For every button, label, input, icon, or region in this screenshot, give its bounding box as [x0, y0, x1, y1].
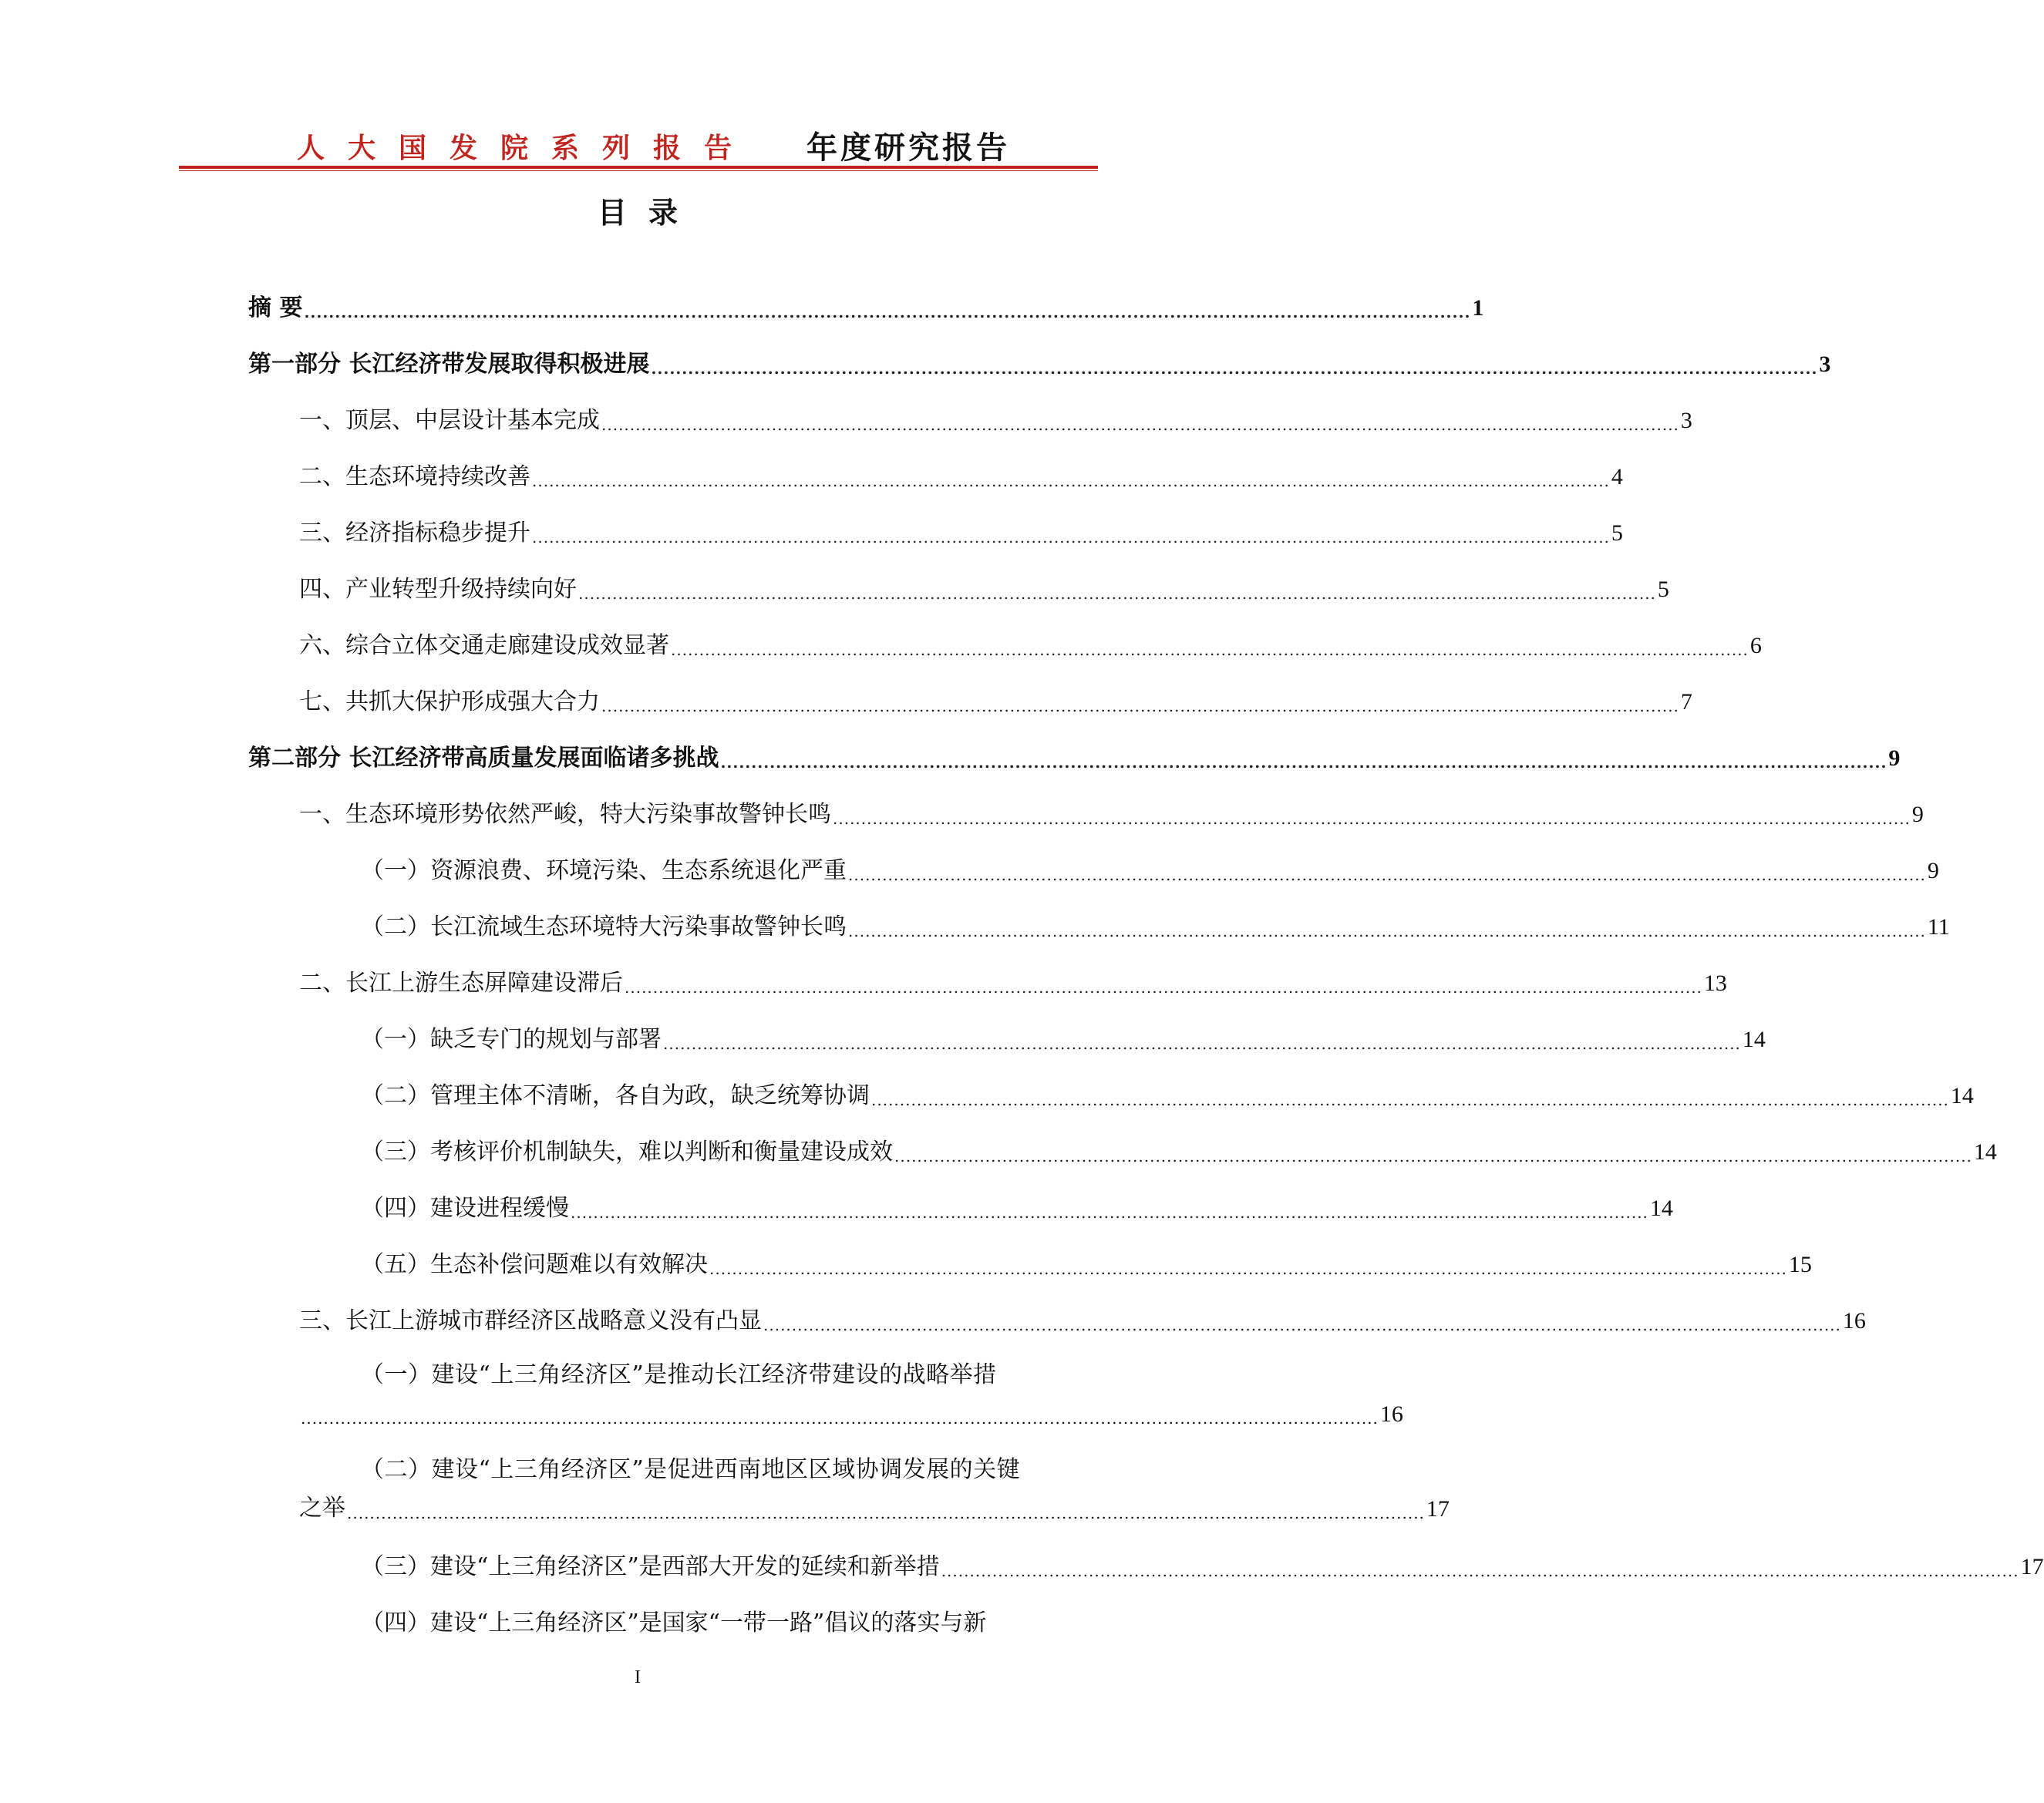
toc-entry[interactable] [248, 770, 1924, 828]
toc-entry-label: （一）资源浪费、环境污染、生态系统退化严重 [361, 857, 847, 884]
toc-entry[interactable] [248, 489, 1623, 547]
toc-entry[interactable] [248, 1522, 2044, 1580]
toc-entry-page: 17 [2020, 1554, 2044, 1579]
report-header [0, 122, 1275, 171]
toc-entry-page: 5 [1611, 520, 1623, 546]
toc-entry-page: 1 [1472, 295, 1484, 321]
dot-leader: .............................................................................................................................................................................................. [671, 641, 1749, 659]
toc-entry-page: 6 [1749, 633, 1762, 658]
dot-leader: .............................................................................................................................................................................................. [578, 584, 1656, 603]
toc-entry-leader-line [248, 1484, 1450, 1522]
toc-entry-page: 14 [1742, 1027, 1766, 1052]
toc-entry-page: 13 [1703, 970, 1727, 996]
toc-entry-label: 四、产业转型升级持续向好 [299, 576, 577, 603]
toc-entry-label: 七、共抓大保护形成强大合力 [299, 688, 600, 715]
toc-entry-label: （二）管理主体不清晰，各自为政，缺乏统筹协调 [361, 1082, 870, 1109]
toc-entry[interactable] [248, 376, 1692, 434]
toc-entry-label: （五）生态补偿问题难以有效解决 [361, 1251, 708, 1278]
toc-entry-leader-line [248, 1389, 1403, 1428]
toc-entry-page: 9 [1888, 745, 1901, 771]
toc-entry-page: 16 [1842, 1308, 1866, 1334]
toc-entry-label: 第一部分 长江经济带发展取得积极进展 [248, 351, 650, 378]
header-rule [179, 166, 1098, 169]
toc-entry-label: （三）建设“上三角经济区”是西部大开发的延续和新举措 [361, 1553, 940, 1580]
toc-entry[interactable] [248, 1220, 1812, 1278]
toc-entry[interactable] [248, 545, 1669, 603]
dot-leader: .............................................................................................................................................................................................. [571, 1203, 1648, 1222]
dot-leader: .............................................................................................................................................................................................. [941, 1562, 2019, 1580]
toc-entry-page: 9 [1927, 858, 1939, 883]
toc-entry-label: （二）建设“上三角经济区”是促进西南地区区域协调发展的关键 [361, 1456, 1021, 1483]
report-series-brand: 人大国发院系列报告 [297, 133, 756, 164]
toc-entry-label: （一）缺乏专门的规划与部署 [361, 1026, 662, 1053]
toc-entry-page: 4 [1611, 464, 1623, 489]
toc-entry-label: （四）建设进程缓慢 [361, 1195, 569, 1222]
dot-leader: .............................................................................................................................................................................................. [720, 753, 1887, 772]
dot-leader: .............................................................................................................................................................................................. [894, 1147, 1972, 1166]
dot-leader: .............................................................................................................................................................................................. [833, 809, 1911, 828]
dot-leader: .............................................................................................................................................................................................. [532, 472, 1610, 490]
dot-leader: .............................................................................................................................................................................................. [663, 1034, 1741, 1053]
toc-entry-label: 第二部分 长江经济带高质量发展面临诸多挑战 [248, 745, 719, 772]
toc-entry-page: 7 [1680, 689, 1692, 715]
toc-entry[interactable] [248, 1051, 1974, 1109]
toc-entry-label: 三、经济指标稳步提升 [299, 520, 530, 547]
toc-entry-page: 14 [1950, 1083, 1974, 1108]
toc-entry-label: （一）建设“上三角经济区”是推动长江经济带建设的战略举措 [361, 1361, 997, 1388]
toc-entry[interactable] [248, 432, 1623, 490]
toc-entry-label-continued: 之举 [299, 1495, 345, 1522]
dot-leader: .............................................................................................................................................................................................. [301, 1409, 1379, 1428]
toc-entry[interactable] [248, 714, 1901, 772]
toc-entry-page: 9 [1911, 802, 1924, 827]
toc-entry-page: 15 [1788, 1252, 1812, 1277]
toc-entry[interactable] [248, 826, 1939, 884]
toc-entry[interactable] [248, 1333, 1403, 1428]
dot-leader: .............................................................................................................................................................................................. [651, 359, 1818, 378]
toc-entry-label: 三、长江上游城市群经济区战略意义没有凸显 [299, 1307, 762, 1334]
toc-entry[interactable] [248, 658, 1692, 715]
toc-entry-label: （四）建设“上三角经济区”是国家“一带一路”倡议的落实与新 [361, 1610, 987, 1636]
dot-leader: .............................................................................................................................................................................................. [601, 415, 1679, 434]
dot-leader: .............................................................................................................................................................................................. [871, 1091, 1949, 1109]
toc-entry-page: 16 [1379, 1401, 1403, 1427]
report-type-title: 年度研究报告 [806, 130, 1010, 166]
toc-entry-label: 二、生态环境持续改善 [299, 463, 530, 490]
toc-title: 目录 [597, 195, 699, 230]
dot-leader: .............................................................................................................................................................................................. [848, 866, 1926, 884]
dot-leader: .............................................................................................................................................................................................. [709, 1260, 1787, 1278]
toc-entry[interactable] [248, 1108, 1997, 1166]
dot-leader: .............................................................................................................................................................................................. [304, 303, 1471, 321]
toc-entry[interactable] [248, 1428, 1450, 1522]
toc-entry-label: 一、顶层、中层设计基本完成 [299, 407, 600, 434]
toc-entry-label: 摘 要 [248, 294, 303, 321]
toc-entry[interactable] [248, 264, 1484, 321]
toc-entry-label: （二）长江流域生态环境特大污染事故警钟长鸣 [361, 913, 847, 940]
toc-entry[interactable] [248, 939, 1727, 997]
toc-entry[interactable] [248, 1277, 1866, 1334]
toc-entry-page: 14 [1973, 1139, 1997, 1165]
dot-leader: .............................................................................................................................................................................................. [763, 1316, 1841, 1334]
dot-leader: .............................................................................................................................................................................................. [532, 528, 1610, 547]
dot-leader: .............................................................................................................................................................................................. [625, 978, 1702, 997]
dot-leader: .............................................................................................................................................................................................. [848, 922, 1926, 940]
toc-entry[interactable] [248, 1579, 1086, 1635]
dot-leader: .............................................................................................................................................................................................. [601, 697, 1679, 715]
toc-entry[interactable] [248, 883, 1950, 940]
toc-entry[interactable] [248, 601, 1762, 659]
toc-entry[interactable] [248, 995, 1766, 1053]
toc-entry-label: 六、综合立体交通走廊建设成效显著 [299, 632, 669, 659]
table-of-contents [248, 264, 2044, 1636]
toc-entry[interactable] [248, 1164, 1673, 1222]
dot-leader: .............................................................................................................................................................................................. [347, 1504, 1425, 1522]
toc-entry-page: 17 [1426, 1496, 1450, 1522]
toc-entry-label: 二、长江上游生态屏障建设滞后 [299, 970, 623, 997]
header-rule-thin [179, 170, 1098, 171]
toc-entry[interactable] [248, 320, 1831, 378]
toc-entry-page: 11 [1927, 914, 1950, 940]
toc-entry-page: 5 [1657, 577, 1669, 602]
toc-entry-page: 14 [1649, 1196, 1673, 1221]
toc-entry-page: 3 [1680, 408, 1692, 433]
toc-entry-label: 一、生态环境形势依然严峻，特大污染事故警钟长鸣 [299, 801, 831, 828]
toc-entry-label: （三）考核评价机制缺失，难以判断和衡量建设成效 [361, 1139, 893, 1166]
page-number: I [635, 1667, 641, 1687]
toc-entry-page: 3 [1819, 352, 1831, 377]
